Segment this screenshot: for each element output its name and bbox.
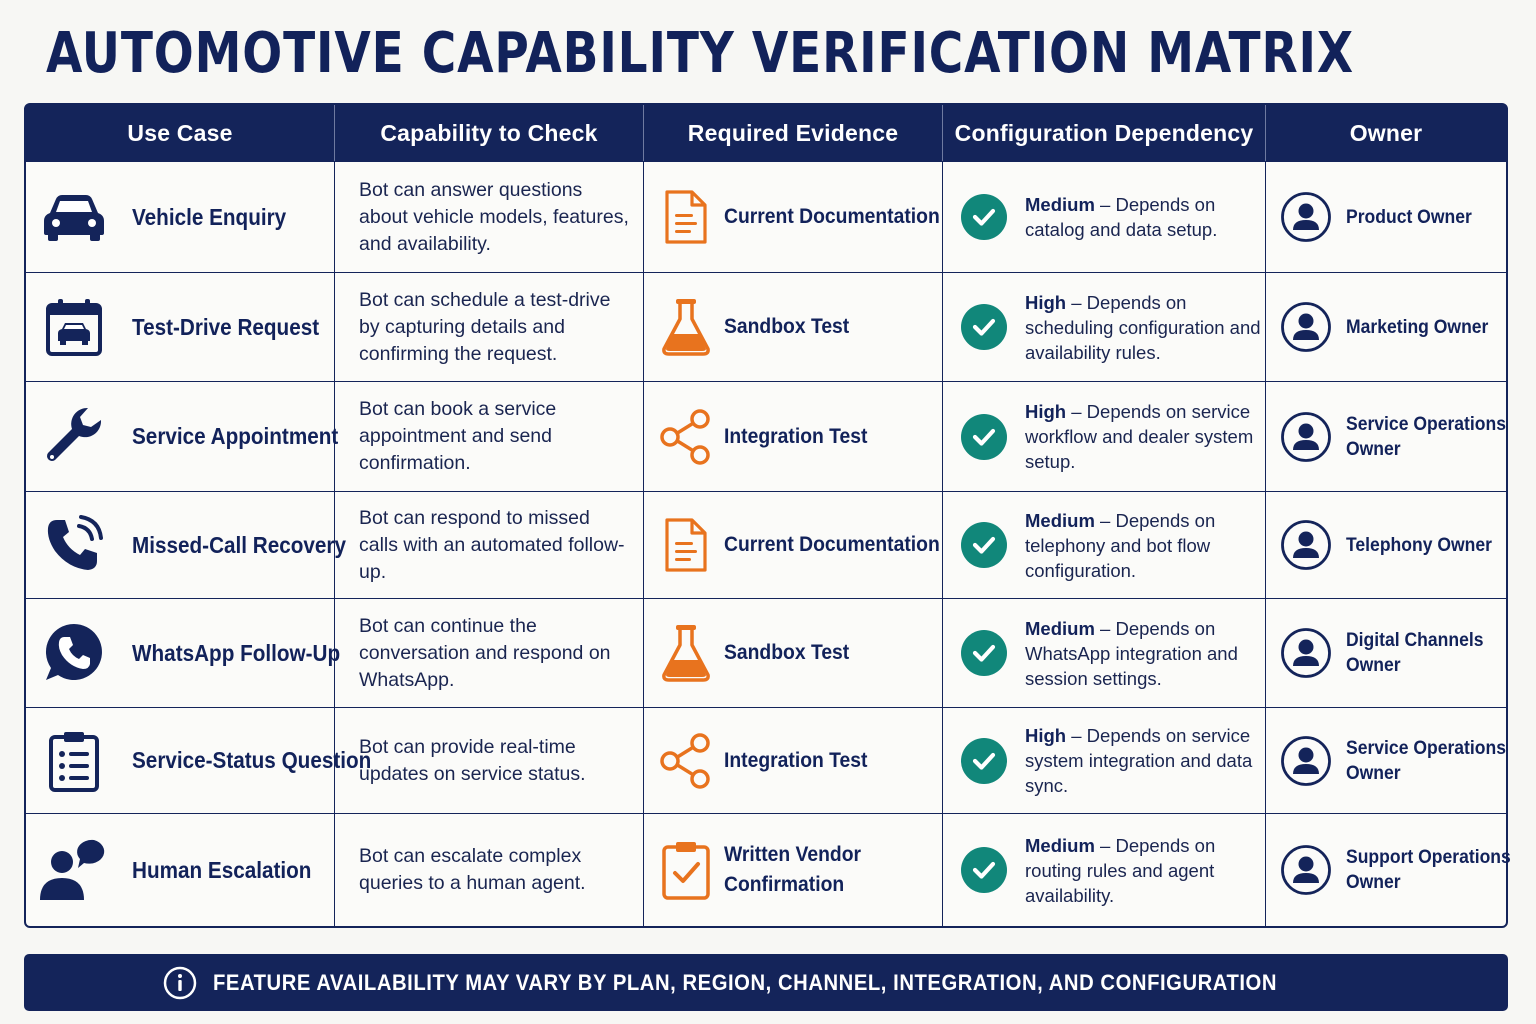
dependency-text-block [1025,290,1265,365]
dependency-description: – Depends on catalog and data setup. [1025,194,1218,240]
share-nodes-icon [658,733,714,789]
capability-text: Bot can answer questions about vehicle models, features, and availability. [359,178,629,255]
calendar-car-icon [42,295,106,359]
column-header-dependency: Configuration Dependency [943,105,1266,161]
dependency-text-block [1025,616,1265,691]
clipboard-list-icon [42,729,106,793]
capability-cell [335,273,644,381]
verification-matrix-table [24,103,1511,928]
table-row [26,161,1506,272]
capability-cell [335,492,644,598]
owner-avatar-icon [1280,301,1332,353]
capability-text: Bot can schedule a test-drive by capturing details and confirming the request. [359,288,611,365]
dependency-cell [943,273,1266,381]
column-header-evidence: Required Evidence [644,105,943,161]
evidence-label: Sandbox Test [724,315,850,338]
use-case-label: Service Appointment [132,423,339,449]
flask-icon [658,625,714,681]
dependency-cell [943,492,1266,598]
evidence-cell [644,814,943,926]
owner-label: Telephony Owner [1346,533,1492,556]
use-case-label: Service-Status Question [132,747,372,773]
dependency-cell [943,382,1266,491]
owner-label-display: Support Operations Owner [1346,846,1511,893]
owner-label-display: Service Operations Owner [1346,736,1506,784]
owner-cell [1266,382,1506,491]
evidence-label: Current Documentation [724,205,940,228]
owner-cell [1266,492,1506,598]
use-case-cell [26,599,341,707]
owner-avatar-icon [1280,191,1332,243]
owner-avatar-icon [1280,627,1332,679]
capability-cell [335,708,644,813]
dependency-level: High [1025,291,1067,313]
dependency-cell [943,814,1266,926]
dependency-description: – Depends on routing rules and agent availability. [1025,834,1216,906]
capability-text: Bot can escalate complex queries to a human agent. [359,845,586,894]
dependency-cell [943,162,1266,272]
table-row [26,707,1506,813]
phone-ringing-icon [42,513,106,577]
table-row [26,598,1506,707]
dependency-description: – Depends on scheduling configuration and availability rules. [1025,291,1261,363]
dependency-text-block [1025,508,1265,583]
evidence-label: Current Documentation [724,533,940,556]
dependency-cell [943,708,1266,813]
dependency-level: Medium [1025,194,1095,215]
check-badge [961,194,1007,240]
owner-avatar-icon [1280,411,1332,463]
owner-cell [1266,273,1506,381]
capability-text: Bot can book a service appointment and send confirmation. [359,398,557,474]
check-badge [961,630,1007,676]
clipboard-check-icon [658,842,714,898]
evidence-cell [644,599,943,707]
check-badge [961,304,1007,350]
capability-cell [335,599,644,707]
table-body [26,161,1511,926]
use-case-cell [26,382,339,491]
dependency-description: – Depends on service system integration and data sync. [1025,725,1253,796]
owner-cell [1266,814,1511,926]
dependency-level: Medium [1025,509,1095,531]
owner-label: Marketing Owner [1346,315,1489,338]
check-badge [961,522,1007,568]
page-title: AUTOMOTIVE CAPABILITY VERIFICATION MATRIX [46,21,1354,86]
capability-cell [335,382,644,491]
dependency-level: Medium [1025,834,1095,856]
dependency-text-block [1025,192,1265,242]
owner-label-display: Service Operations Owner [1346,412,1506,460]
check-badge [961,414,1007,460]
owner-cell [1266,708,1506,813]
evidence-cell [644,273,943,381]
table-row [26,813,1511,926]
info-icon [163,966,197,1000]
capability-text: Bot can provide real-time updates on service status. [359,735,586,785]
evidence-cell [644,708,943,813]
table-row [26,381,1506,491]
evidence-label: Integration Test [724,424,868,448]
capability-text: Bot can respond to missed calls with an automated follow-up. [359,506,625,583]
use-case-label: Human Escalation [132,856,312,883]
availability-disclaimer-banner [24,954,1508,1011]
disclaimer-text: FEATURE AVAILABILITY MAY VARY BY PLAN, REGION, CHANNEL, INTEGRATION, AND CONFIGURATION [212,969,1277,995]
evidence-label: Sandbox Test [724,641,850,664]
dependency-level: Medium [1025,617,1095,639]
use-case-cell [26,162,335,272]
checkmark-icon [970,313,998,341]
owner-cell [1266,162,1506,272]
check-badge [961,847,1007,893]
use-case-label: WhatsApp Follow-Up [132,639,341,666]
wrench-icon [42,405,106,469]
owner-cell [1266,599,1506,707]
checkmark-icon [970,531,998,559]
use-case-cell [26,708,372,813]
evidence-cell [644,382,943,491]
document-icon [658,517,714,573]
checkmark-icon [970,747,998,775]
table-header [26,105,1506,161]
person-chat-icon [42,838,106,902]
column-header-use-case: Use Case [26,105,335,161]
capability-text: Bot can continue the conversation and respond on WhatsApp. [359,614,611,691]
use-case-label: Missed-Call Recovery [132,531,347,558]
evidence-cell [644,492,943,598]
owner-label-display: Digital Channels Owner [1346,629,1484,676]
capability-cell [335,814,644,926]
dependency-level: High [1025,725,1067,746]
evidence-cell [644,162,943,272]
use-case-label: Vehicle Enquiry [132,203,287,230]
owner-avatar-icon [1280,844,1332,896]
document-icon [658,189,714,245]
column-header-capability: Capability to Check [335,105,644,161]
dependency-description: – Depends on telephony and bot flow configuration. [1025,509,1216,581]
dependency-cell [943,599,1266,707]
whatsapp-icon [42,621,106,685]
share-nodes-icon [658,409,714,465]
table-row [26,272,1506,381]
use-case-cell [26,814,335,926]
dependency-text-block [1025,399,1265,474]
flask-icon [658,299,714,355]
owner-avatar-icon [1280,519,1332,571]
car-icon [42,185,106,249]
dependency-text-block [1025,723,1265,798]
dependency-text-block [1025,833,1265,908]
use-case-cell [26,273,335,381]
checkmark-icon [970,203,998,231]
evidence-label-display: Written Vendor Confirmation [724,843,862,896]
use-case-cell [26,492,347,598]
dependency-description: – Depends on service workflow and dealer system setup. [1025,401,1254,472]
check-badge [961,738,1007,784]
use-case-label: Test-Drive Request [132,313,320,340]
dependency-description: – Depends on WhatsApp integration and session settings. [1025,617,1238,689]
checkmark-icon [970,856,998,884]
capability-cell [335,162,644,272]
checkmark-icon [970,639,998,667]
owner-label: Product Owner [1346,205,1472,228]
owner-avatar-icon [1280,735,1332,787]
dependency-level: High [1025,401,1067,422]
evidence-label: Integration Test [724,748,868,772]
column-header-owner: Owner [1349,119,1423,146]
checkmark-icon [970,423,998,451]
table-row [26,491,1506,598]
